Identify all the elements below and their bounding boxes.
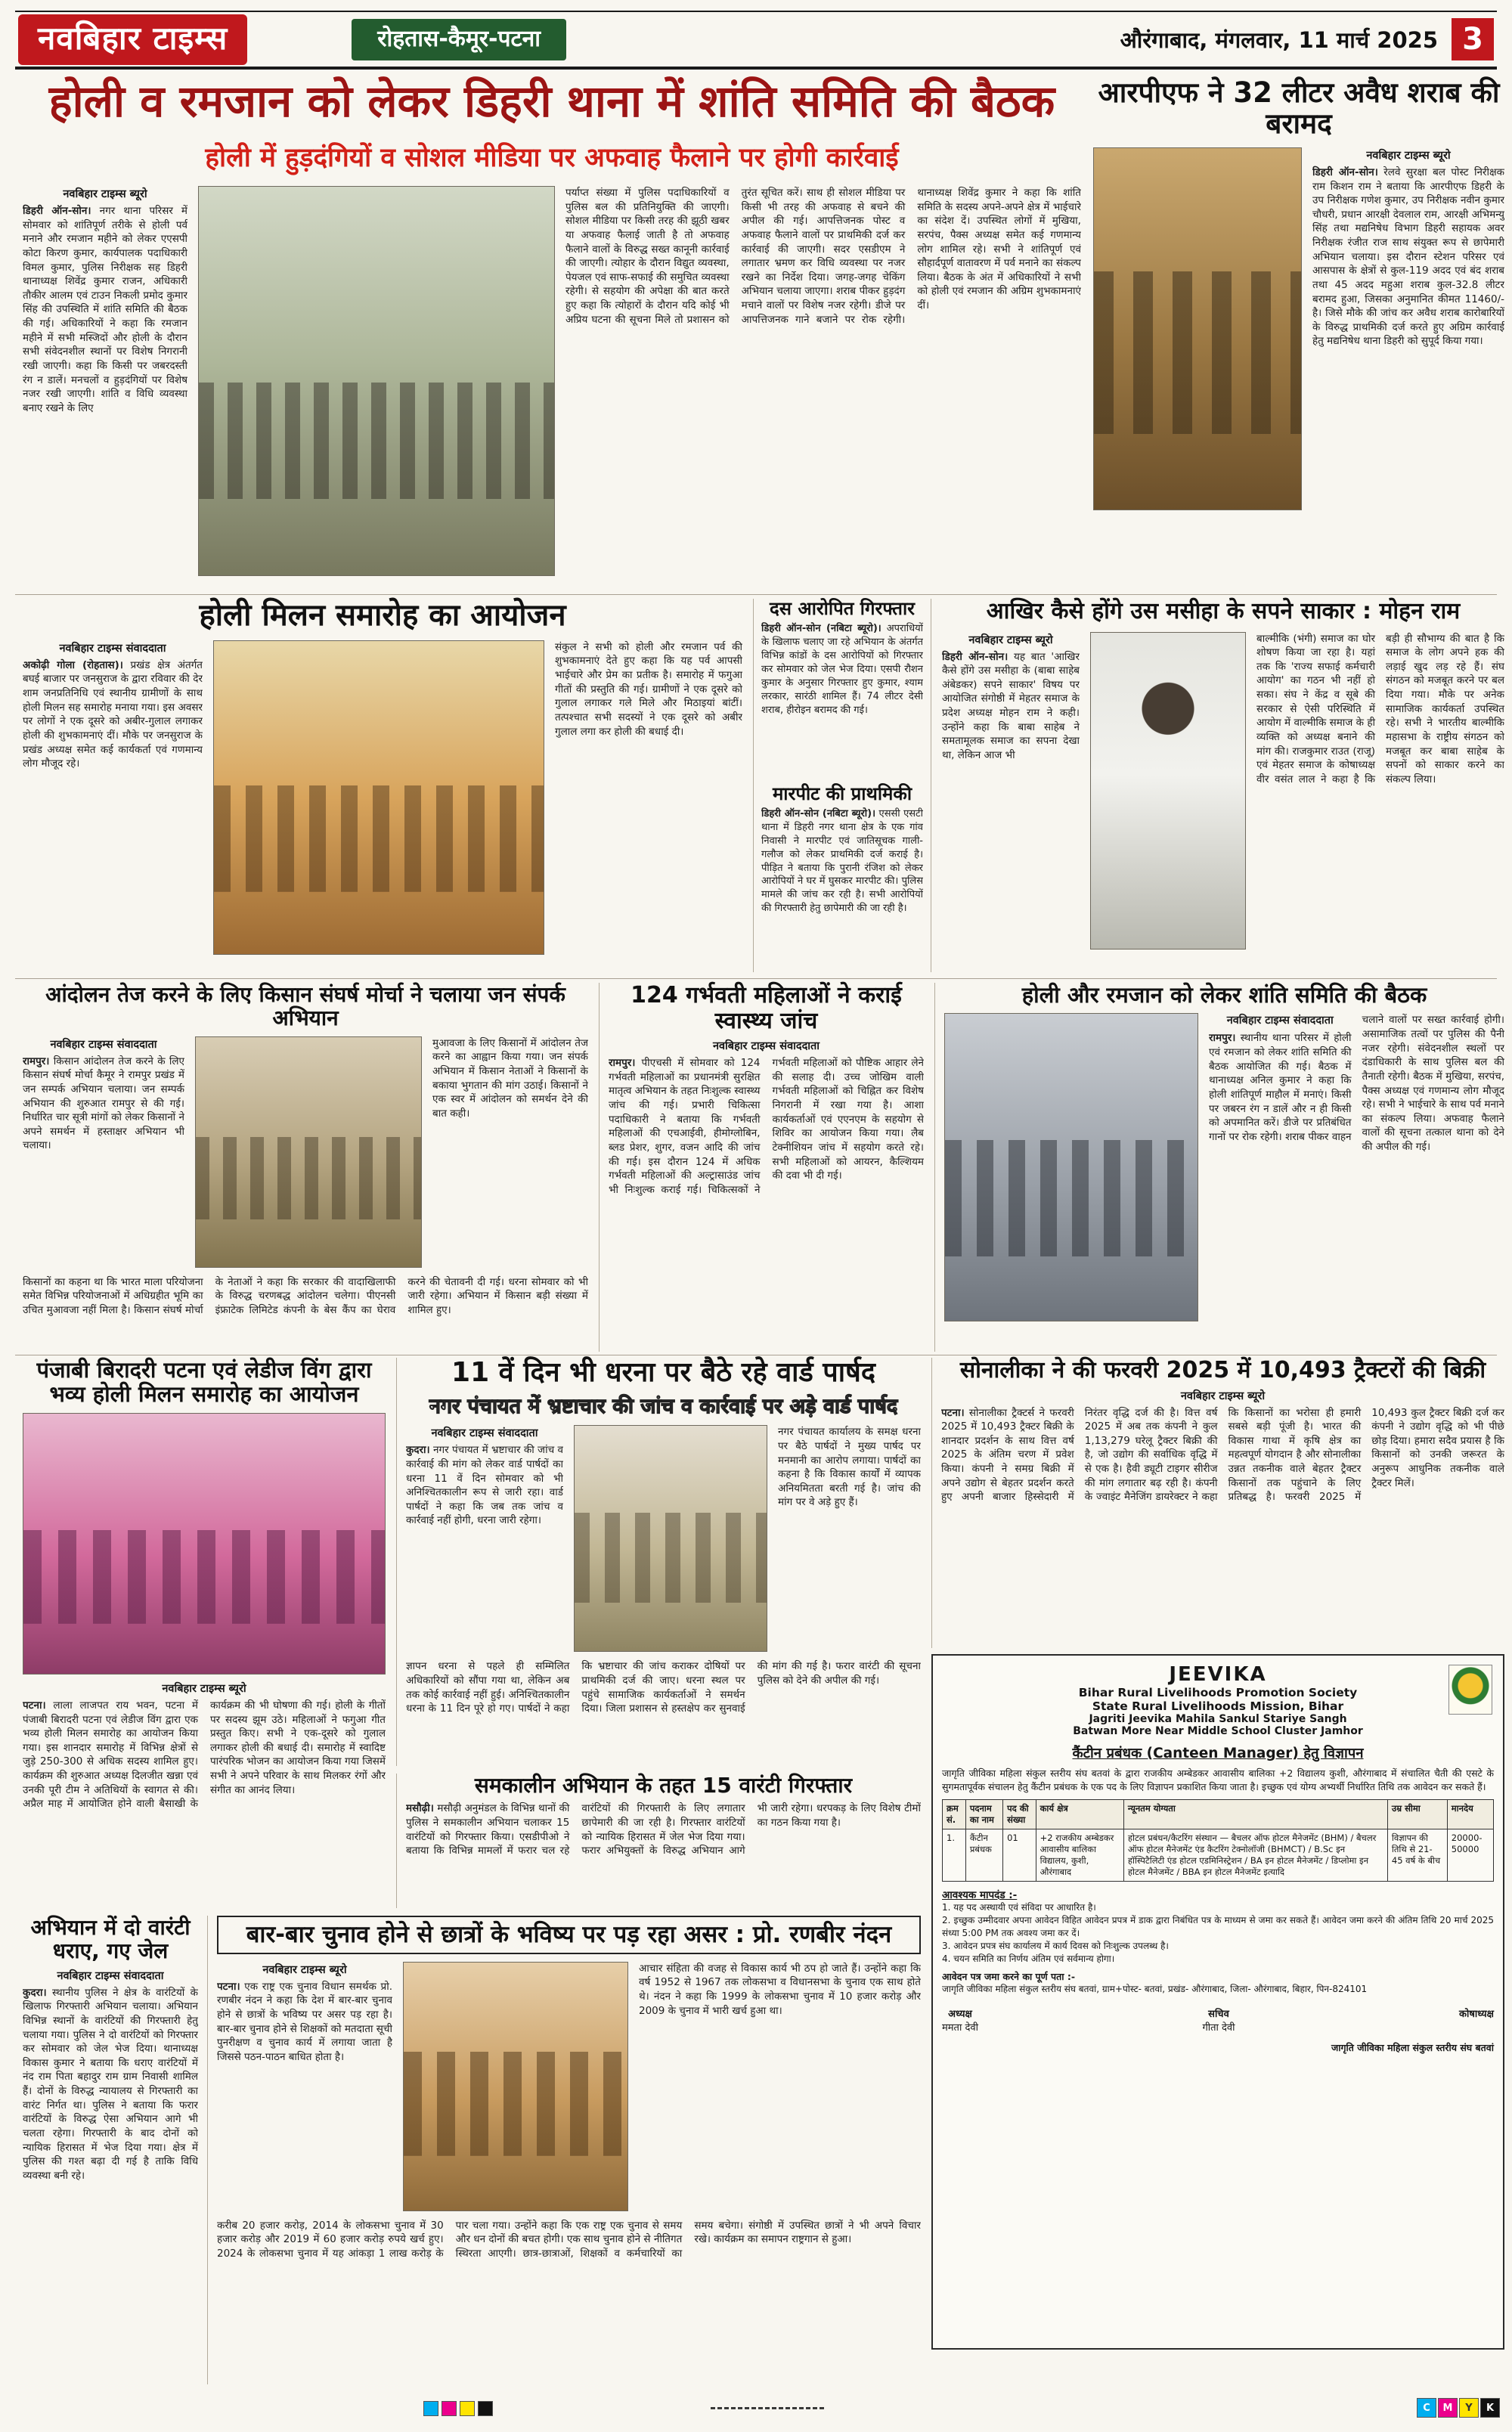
cyan-swatch-label: C (1417, 2398, 1436, 2418)
kisan-body-right: मुआवजा के लिए किसानों में आंदोलन तेज करने का आह्वान किया गया। जन संपर्क अभियान में किसान नेताओं ने किसानों के बकाया भुगतान की मांग उठाई। किसानों ने एक स्वर में आंदोलन को समर्थन देने की बात कही। (432, 1036, 588, 1120)
chunav-headline: बार-बार चुनाव होने से छात्रों के भविष्य पर पड़ रहा असर : प्रो. रणबीर नंदन (217, 1916, 921, 1954)
shanti-rampur-headline: होली और रमजान को लेकर शांति समिति की बैठक (1021, 982, 1427, 1008)
das-headline: दस आरोपित गिरफ्तार (770, 598, 915, 619)
milan-column-left (23, 640, 203, 955)
shanti-rampur-byline: नवबिहार टाइम्स संवाददाता (1226, 1015, 1334, 1027)
lead-headline: होली व रमजान को लेकर डिहरी थाना में शांति समिति की बैठक (48, 76, 1055, 127)
rpf-seizure-photo (1093, 147, 1302, 510)
kisan-body-left: रामपुर। किसान आंदोलन तेज करने के लिए किसान संघर्ष मोर्चा कैमूर ने रामपुर प्रखंड में जन सम्पर्क अभियान चलाया। जन सम्पर्क अभियान की शुरुआत रामपुर से की गई। निर्धारित चार सूत्री मांगों को लेकर किसानों ने अपने समर्थन में हस्ताक्षर अभियान भी चलाया। (23, 1055, 184, 1152)
rpf-headline: आरपीएफ ने 32 लीटर अवैध शराब की बरामद (1098, 76, 1500, 141)
sonalika-byline: नवबिहार टाइम्स ब्यूरो (1180, 1389, 1266, 1402)
kisan-body-bottom: किसानों का कहना था कि भारत माला परियोजना समेत विभिन्न परियोजनाओं में अधिग्रहीत भूमि का उचित मुआवजा नहीं मिला है। किसान संघर्ष मोर्चा के नेताओं ने कहा कि सरकार की वादाखिलाफी के विरुद्ध चरणबद्ध आंदोलन चलेगा। पीएनसी इंफ्राटेक लिमिटेड कंपनी के बेस कैंप का घेराव करने की चेतावनी दी गई। धरना सोमवार को भी जारी रहेगा। अभियान में किसान बड़ी संख्या में शामिल हुए। (23, 1275, 588, 1316)
kisan-article (23, 983, 588, 1352)
das-dateline: डिहरी ऑन-सोन (नबिटा ब्यूरो)। (761, 622, 881, 634)
col-header-count: पद की संख्या (1003, 1800, 1036, 1829)
cyan-swatch (423, 2401, 438, 2416)
milan-byline: नवबिहार टाइम्स संवाददाता (59, 642, 166, 655)
table-header-row (943, 1800, 1494, 1829)
punjabi-headline: पंजाबी बिरादरी पटना एवं लेडीज विंग द्वारा भव्य होली मिलन समारोह का आयोजन (36, 1357, 372, 1408)
sonalika-headline: सोनालीका ने की फरवरी 2025 में 10,493 ट्रैक्टरों की बिक्री (959, 1357, 1486, 1383)
masiha-dateline: डिहरी ऑन-सोन। (942, 650, 1009, 663)
lead-body-left: डिहरी ऑन-सोन। नगर थाना परिसर में सोमवार को शांतिपूर्ण तरीके से होली पर्व मनाने और रमजान महीने को लेकर एएसपी कोटा किरण कुमार, कार्यपालक पदाधिकारी विमल कुमार, पुलिस निरीक्षक सह डिहरी थानाध्यक्ष शिवेंद्र कुमार राजन, अधिकारी तौकीर आलम एवं टाउन निकली प्रमोद कुमार सिंह की उपस्थिति में शांति समिति की बैठक की गई। अधिकारियों ने कहा कि रमजान महीने में सभी मस्जिदों और होली के दौरान सभी संवेदनशील स्थानों पर विशेष निगरानी रखी जाएगी। कहा कि किसी पर जबरदस्ती रंग न डालें। मनचलों व हुड़दंगियों पर विशेष नजर रखी जाएगी। शांति व विधि व्यवस्था बनाए रखने के लिए (23, 205, 187, 414)
punjabi-byline: नवबिहार टाइम्स ब्यूरो (162, 1682, 246, 1695)
col-header-post: पदनाम का नाम (965, 1800, 1002, 1829)
maarpeet-headline: मारपीट की प्राथमिकी (772, 782, 912, 804)
rpf-byline: नवबिहार टाइम्स ब्यूरो (1366, 149, 1451, 162)
milan-dateline: अकोढ़ी गोला (रोहतास)। (23, 658, 123, 671)
garbhwati-headline: 124 गर्भवती महिलाओं ने कराई स्वास्थ्य जांच (631, 982, 902, 1034)
kisan-march-photo (195, 1036, 422, 1268)
jeevika-title: JEEVIKA (1169, 1663, 1267, 1686)
chunav-dateline: पटना। (217, 1980, 240, 1993)
dharna-headline: 11 वें दिन भी धरना पर बैठे रहे वार्ड पार्षद (451, 1357, 875, 1388)
newspaper-masthead: नवबिहार टाइम्स (18, 14, 247, 65)
registration-dash-line (711, 2407, 824, 2409)
jeevika-criteria-4: 4. चयन समिति का निर्णय अंतिम एवं सर्वमान्य होगा। (942, 1953, 1115, 1964)
signature-treasurer: कोषाध्यक्ष (1459, 2008, 1494, 2020)
chunav-seminar-photo (403, 1962, 628, 2211)
jeevika-criteria-title: आवश्यक मापदंड :- (942, 1888, 1018, 1901)
masiha-body-right: बाल्मीकि (भंगी) समाज का घोर शोषण किया जा रहा है। यहां तक कि 'राज्य सफाई कर्मचारी आयोग' का गठन भी नहीं हो सका। संघ ने केंद्र व सूबे की सरकार से ऐसी परिस्थिति में आयोग में वाल्मीकि समाज के ही व्यक्ति को अध्यक्ष बनाने की मांग की। राजकुमार राउत (राजू) एवं मेहतर समाज के कोषाध्यक्ष वीर वसंत लाल ने कहा है कि बड़ी ही सौभाग्य की बात है कि समाज के लोग अपने हक की लड़ाई खुद लड़ रहे हैं। संघ संगठन को मजबूत करने पर बल दिया गया। मौके पर अनेक सामाजिक कार्यकर्ता उपस्थित रहे। सभी ने भारतीय बाल्मीकि महासभा के राष्ट्रीय संगठन को मजबूत कर बाबा साहेब के सपनों को साकार करने का संकल्प लिया। (1256, 632, 1504, 785)
page-number: 3 (1452, 18, 1494, 60)
masiha-byline: नवबिहार टाइम्स ब्यूरो (968, 634, 1053, 646)
milan-headline: होली मिलन समारोह का आयोजन (199, 598, 566, 633)
chunav-article (207, 1916, 921, 2384)
sonalika-body: पटना। सोनालीका ट्रैक्टर्स ने फरवरी 2025 में 10,493 ट्रैक्टर बिक्री के शानदार प्रदर्शन के साथ वित्त वर्ष 2025 के अंतिम चरण में प्रवेश किया। कंपनी ने समग्र बिक्री में अपने उद्योग से बेहतर प्रदर्शन करते हुए अपनी बाजार हिस्सेदारी में निरंतर वृद्धि दर्ज की है। वित्त वर्ष 2025 में अब तक कंपनी ने कुल 1,13,279 घरेलू ट्रैक्टर बिक्री की है, जो उद्योग की सर्वाधिक वृद्धि में से एक है। हैवी ड्यूटी टाइगर सीरीज की मांग लगातार बढ़ रही है। कंपनी के ज्वाइंट मैनेजिंग डायरेक्टर ने कहा कि किसानों का भरोसा ही हमारी सबसे बड़ी पूंजी है। भारत की विकास गाथा में कृषि क्षेत्र का महत्वपूर्ण योगदान है और सोनालीका उन्नत तकनीक वाले बेहतर ट्रैक्टर किसानों तक पहुंचाने के लिए प्रतिबद्ध है। फरवरी 2025 में 10,493 कुल ट्रैक्टर बिक्री दर्ज कर कंपनी ने उद्योग वृद्धि को भी पीछे छोड़ दिया। हमारा सदैव प्रयास है कि किसानों को उनकी जरूरत के अनुरूप आधुनिक तकनीक वाले ट्रैक्टर मिलें। (941, 1406, 1504, 1504)
das-body: डिहरी ऑन-सोन (नबिटा ब्यूरो)। अपराधियों के खिलाफ चलाए जा रहे अभियान के अंतर्गत विभिन्न कांडों के दस आरोपियों को गिरफ्तार कर सोमवार को जेल भेज दिया। एसपी रौशन कुमार के अनुसार गिरफ्तार हुए कुमार, श्याम लरकार, सारंठी शामिल हैं। 74 लीटर देसी शराब, हीरोइन बरामद की गई। (761, 622, 923, 716)
chunav-column-left (217, 1962, 392, 2211)
garbhwati-article (599, 983, 924, 1352)
garbhwati-dateline: रामपुर। (609, 1057, 636, 1070)
jeevika-society: Bihar Rural Livelihoods Promotion Society (1078, 1686, 1358, 1699)
milan-body-right: संकुल ने सभी को होली और रमजान पर्व की शुभकामनाएं देते हुए कहा कि यह पर्व आपसी भाईचारे और प्रेम का प्रतीक है। समारोह में फगुआ गीतों की प्रस्तुति की गई। ग्रामीणों ने एक दूसरे को गुलाल लगाकर गले मिले और मिठाइयां बांटीं। तत्पश्चात सभी सदस्यों ने एक दूसरे को अबीर गुलाल लगा कर होली की बधाई दी। (555, 640, 742, 738)
lead-subhead: होली में हुड़दंगियों व सोशल मीडिया पर अफवाह फैलाने पर होगी कार्रवाई (205, 143, 899, 173)
dharna-body-right: नगर पंचायत कार्यालय के समक्ष धरना पर बैठे पार्षदों ने मुख्य पार्षद पर मनमानी का आरोप लगाया। पार्षदों का कहना है कि विकास कार्यों में व्यापक अनियमितता बरती गई है। जांच की मांग पर वे अड़े हुए हैं। (778, 1426, 921, 1509)
rpf-body: डिहरी ऑन-सोन। रेलवे सुरक्षा बल पोस्ट निरीक्षक राम किशन राम ने बताया कि आरपीएफ डिहरी के उप निरीक्षक गणेश कुमार, उप निरीक्षक नवीन कुमार चौधरी, प्रधान आरक्षी देवलाल राम, आरक्षी अभिमन्यु सिंह तथा मद्यनिषेध विभाग डिहरी सहायक अवर निरीक्षक रंजीत राज साथ संयुक्त रूप से छापेमारी अभियान चलाया। इस दौरान स्टेशन परिसर एवं आसपास के क्षेत्रों से कुल-119 अदद एवं बंद शराब तथा 45 अदद महुआ शराब कुल-32.8 लीटर बरामद हुआ, जिसका अनुमानित कीमत 11460/- है। जिसे मौके की जांच कर अवैध शराब कारोबारियों के विरुद्ध प्राथमिकी दर्ज करते हुए अग्रिम कार्रवाई हेतु मद्यनिषेध थाना डिहरी को सुपूर्द किया गया। (1312, 166, 1504, 348)
black-swatch-label: K (1480, 2398, 1500, 2418)
jeevika-intro: जागृति जीविका महिला संकुल स्तरीय संघ बतवां के द्वारा राजकीय अम्बेडकर आवासीय बालिका +2 विद्यालय कुशी, औरंगाबाद में संचालित चैती की एसटे के सुगमतापूर्वक संचालन हेतु कैंटीन प्रबंधक के एक पद के लिए विज्ञापन प्रकाशित किया जाता है। इच्छुक एवं योग्य अभ्यर्थी निर्धारित तिथि तक आवेदन कर सकते हैं। (942, 1767, 1494, 1792)
jeevika-org-footer: जागृति जीविका महिला संकुल स्तरीय संघ बतवां (1331, 2041, 1494, 2053)
jeevika-signatures (942, 2006, 1494, 2034)
jeevika-logo (1448, 1665, 1492, 1715)
masiha-article (942, 599, 1504, 972)
jeevika-ad-heading: कैंटीन प्रबंधक (Canteen Manager) हेतु विज्ञापन (1072, 1746, 1364, 1761)
jeevika-vacancy-table (942, 1799, 1494, 1882)
kisan-column-left (23, 1036, 184, 1268)
shanti-rampur-dateline: रामपुर। (1209, 1032, 1236, 1045)
section-rule (15, 978, 1497, 979)
punjabi-dateline: पटना। (23, 1699, 46, 1712)
jeevika-mission: State Rural Livelihoods Mission, Bihar (1092, 1699, 1344, 1713)
briefs-column (753, 599, 931, 972)
milan-event-photo (213, 640, 544, 955)
magenta-swatch (442, 2401, 457, 2416)
dharna-body-bottom: ज्ञापन धरना से पहले ही सम्मिलित अधिकारियों को सौंपा गया था, लेकिन अब तक कोई कार्रवाई नहीं हुई। अनिश्चितकालीन धरना के 11 दिन पूरे हो गए। पार्षदों ने कहा कि भ्रष्टाचार की जांच कराकर दोषियों पर प्राथमिकी दर्ज की जाए। धरना स्थल पर पहुंचे सामाजिक कार्यकर्ताओं ने समर्थन दिया। जिला प्रशासन से हस्तक्षेप कर सुनवाई की मांग की गई है। फरार वारंटी की सूचना पुलिस को देने की अपील की गई। (406, 1660, 921, 1715)
date-line: औरंगाबाद, मंगलवार, 11 मार्च 2025 (1120, 26, 1438, 53)
warranty-body: कुदरा। स्थानीय पुलिस ने क्षेत्र के वारंटियों के खिलाफ गिरफ्तारी अभियान चलाया। अभियान विभिन्न स्थानों के वारंटियों की गिरफ्तारी हेतु चलाया गया। पुलिस ने दो वारंटियों को गिरफ्तार कर सोमवार को जेल भेज दिया। थानाध्यक्ष विकास कुमार ने बताया कि धराए वारंटियों में नंद राम पिता बहादुर राम ग्राम निवासी शामिल हैं। दोनों के विरुद्ध न्यायालय से गिरफ्तारी का वारंट निर्गत था। पुलिस ने बताया कि फरार वारंटियों के विरुद्ध ऐसा अभियान आगे भी चलता रहेगा। गिरफ्तारी के बाद दोनों को न्यायिक हिरासत में भेज दिया गया। क्षेत्र में पुलिस की गश्त बढ़ा दी गई है ताकि विधि व्यवस्था बनी रहे। (23, 1986, 198, 2182)
shanti-rampur-body: नवबिहार टाइम्स संवाददाता रामपुर। स्थानीय थाना परिसर में होली एवं रमजान को लेकर शांति समिति की बैठक आयोजित की गई। बैठक में थानाध्यक्ष अनिल कुमार ने कहा कि होली शांतिपूर्ण माहौल में मनाएं। किसी पर जबरन रंग न डालें और न ही किसी को अपमानित करें। डीजे पर प्रतिबंधित गानों पर रोक रहेगी। शराब पीकर वाहन चलाने वालों पर सख्त कार्रवाई होगी। असामाजिक तत्वों पर पुलिस की पैनी नजर रहेगी। संवेदनशील स्थलों पर दंडाधिकारी के साथ पुलिस बल की तैनाती रहेगी। बैठक में मुखिया, सरपंच, पैक्स अध्यक्ष एवं गणमान्य लोग मौजूद रहे। सभी ने भाईचारे के साथ पर्व मनाने का संकल्प लिया। अफवाह फैलाने वालों की सूचना तत्काल थाना को देने की अपील की गई। (1209, 1014, 1504, 1154)
maarpeet-dateline: डिहरी ऑन-सोन (नबिटा ब्यूरो)। (761, 807, 876, 819)
cell-pay: 20000-50000 (1447, 1829, 1493, 1881)
lead-article (23, 186, 1081, 590)
magenta-swatch-label: M (1438, 2398, 1458, 2418)
col-header-age: उम्र सीमा (1387, 1800, 1447, 1829)
col-header-qualification: न्यूनतम योग्यता (1123, 1800, 1387, 1829)
warranty-headline: अभियान में दो वारंटी धराए, गए जेल (30, 1915, 191, 1964)
samkalin-article (396, 1774, 921, 1908)
lead-column-left (23, 186, 187, 590)
cmyk-swatch-group-right (1417, 2398, 1500, 2418)
kisan-headline: आंदोलन तेज करने के लिए किसान संघर्ष मोर्चा ने चलाया जन संपर्क अभियान (45, 982, 565, 1031)
cell-post: कैंटीन प्रबंधक (965, 1829, 1002, 1881)
punjabi-holi-stage-photo (23, 1413, 386, 1675)
dharna-article (396, 1358, 921, 1766)
jeevika-criteria-2: 2. इच्छुक उम्मीदवार अपना आवेदन विहित आवेदन प्रपत्र में डाक द्वारा निबंधित पत्र के माध्यम से जमा कर सकते हैं। आवेदन जमा करने की अंतिम तिथि 20 मार्च 2025 संध्या 5:00 PM तक अवश्य जमा कर दें। (942, 1914, 1494, 1938)
rpf-article (1093, 77, 1504, 591)
jeevika-advertisement (931, 1654, 1504, 2350)
cell-age: विज्ञापन की तिथि से 21-45 वर्ष के बीच (1387, 1829, 1447, 1881)
signature-president: अध्यक्ष ममता देवी (942, 2008, 978, 2034)
milan-body-left: अकोढ़ी गोला (रोहतास)। प्रखंड क्षेत्र अंतर्गत बघई बाजार पर जनसुराज के द्वारा रविवार की देर शाम जनप्रतिनिधि एवं स्थानीय ग्रामीणों के साथ होली मिलन सह समारोह मनाया गया। इस अवसर पर लोगों ने एक दूसरे को अबीर-गुलाल लगाकर होली की शुभकामनाएं दीं। मौके पर जनसुराज के प्रखंड अध्यक्ष समेत कई कार्यकर्ता एवं गणमान्य लोग मौजूद रहे। (23, 658, 203, 770)
registration-marks (0, 2395, 1512, 2425)
sonalika-article (931, 1358, 1504, 1648)
jeevika-address-line: Batwan More Near Middle School Cluster Jamhor (1073, 1725, 1363, 1737)
dharna-byline: नवबिहार टाइम्स संवाददाता (431, 1427, 538, 1440)
garbhwati-byline: नवबिहार टाइम्स संवाददाता (712, 1040, 820, 1053)
chunav-body-bottom: करीब 20 हजार करोड़, 2014 के लोकसभा चुनाव में 30 हजार करोड़ और 2019 में 60 हजार करोड़ रुपये खर्च हुए। 2024 के लोकसभा चुनाव में यह आंकड़ा 1 लाख करोड़ के पार चला गया। उन्होंने कहा कि एक राष्ट्र एक चुनाव से समय और धन दोनों की बचत होगी। एक साथ चुनाव होने से नीतिगत स्थिरता आएगी। छात्र-छात्राओं, शिक्षकों व कर्मचारियों का समय बचेगा। संगोष्ठी में उपस्थित छात्रों ने भी अपने विचार रखे। कार्यक्रम का समापन राष्ट्रगान से हुआ। (217, 2219, 921, 2260)
table-row (943, 1829, 1494, 1881)
warranty-article (23, 1916, 198, 2384)
col-header-area: कार्य क्षेत्र (1036, 1800, 1123, 1829)
garbhwati-body: रामपुर। पीएचसी में सोमवार को 124 गर्भवती महिलाओं का प्रधानमंत्री सुरक्षित मातृत्व अभियान के तहत निःशुल्क स्वास्थ्य जांच की गई। प्रभारी चिकित्सा पदाधिकारी ने बताया कि गर्भवती महिलाओं की एचआईवी, हीमोग्लोबिन, ब्लड प्रेशर, शुगर, वजन आदि की जांच की गई। इस दौरान 124 में अधिक गर्भवती महिलाओं की अल्ट्रासाउंड जांच भी निःशुल्क कराई गई। चिकित्सकों ने गर्भवती महिलाओं को पौष्टिक आहार लेने की सलाह दी। उच्च जोखिम वाली गर्भवती महिलाओं को चिह्नित कर विशेष निगरानी में रखा गया है। आशा कार्यकर्ताओं एवं एएनएम के सहयोग से शिविर का आयोजन किया गया। लैब टेक्नीशियन जांच में सहयोग करते रहे। सभी महिलाओं को आयरन, कैल्शियम की दवा भी दी गई। (609, 1057, 924, 1196)
cmyk-swatch-group-left (423, 2401, 493, 2416)
masiha-body-left: डिहरी ऑन-सोन। यह बात 'आखिर कैसे होंगे उस मसीहा के (बाबा साहेब अंबेडकर) सपने साकार' विषय पर आयोजित संगोष्ठी में मेहतर समाज के प्रदेश अध्यक्ष मोहन राम ने कही। उन्होंने कहा कि बाबा साहेब ने समतामूलक समाज का सपना देखा था, लेकिन आज भी (942, 650, 1080, 761)
warranty-byline: नवबिहार टाइम्स संवाददाता (57, 1969, 164, 1982)
masiha-headline: आखिर कैसे होंगे उस मसीहा के सपने साकार : मोहन राम (986, 598, 1461, 624)
dharna-subhead: नगर पंचायत में भ्रष्टाचार की जांच व कार्रवाई पर अड़े वार्ड पार्षद (429, 1395, 898, 1419)
yellow-swatch (460, 2401, 475, 2416)
sonalika-dateline: पटना। (941, 1406, 965, 1419)
shanti-rampur-meeting-photo (944, 1013, 1198, 1321)
shanti-rampur-article (934, 983, 1504, 1352)
chunav-body-right: आचार संहिता की वजह से विकास कार्य भी ठप हो जाते हैं। उन्होंने कहा कि वर्ष 1952 से 1967 तक लोकसभा व विधानसभा के चुनाव एक साथ होते थे। नंदन ने कहा कि 1999 के लोकसभा चुनाव में 10 हजार करोड़ और 2009 के चुनाव में भारी खर्च हुआ था। (639, 1962, 921, 2017)
warranty-dateline: कुदरा। (23, 1986, 47, 1999)
edition-name: रोहतास-कैमूर-पटना (352, 19, 566, 60)
kisan-dateline: रामपुर। (23, 1055, 50, 1067)
cell-serial: 1. (943, 1829, 966, 1881)
lead-dateline: डिहरी ऑन-सोन। (23, 205, 91, 217)
chunav-body-left: पटना। एक राष्ट्र एक चुनाव विधान समर्थक प्रो. रणबीर नंदन ने कहा कि देश में बार-बार चुनाव होने से छात्रों के भविष्य पर असर पड़ रहा है। बार-बार चुनाव होने से शिक्षकों को मतदाता सूची पुनरीक्षण व चुनाव कार्य में लगाया जाता है जिससे पठन-पाठन बाधित होता है। (217, 1980, 392, 2063)
chunav-byline: नवबिहार टाइम्स ब्यूरो (262, 1963, 347, 1976)
samkalin-dateline: मसौढ़ी। (406, 1802, 434, 1815)
dharna-body-left: कुदरा। नगर पंचायत में भ्रष्टाचार की जांच व कार्रवाई की मांग को लेकर वार्ड पार्षदों का धरना 11 वें दिन सोमवार को भी अनिश्चितकालीन रूप से जारी रहा। वार्ड पार्षदों ने कहा कि जब तक जांच व कार्रवाई नहीं होगी, धरना जारी रहेगा। (406, 1444, 563, 1527)
dharna-column-left (406, 1425, 563, 1652)
rpf-dateline: डिहरी ऑन-सोन। (1312, 166, 1378, 178)
punjabi-body: पटना। लाला लाजपत राय भवन, पटना में पंजाबी बिरादरी पटना एवं लेडीज विंग द्वारा एक भव्य होली मिलन समारोह का आयोजन किया गया। इस शानदार समारोह में विभिन्न क्षेत्रों से जुड़े 250-300 से अधिक सदस्य शामिल हुए। कार्यक्रम की शुरुआत अध्यक्ष दिलजीत खन्ना एवं उनकी पूरी टीम ने अतिथियों के स्वागत से की। अप्रैल माह में आयोजित होने वाली बैसाखी के कार्यक्रम की भी घोषणा की गई। होली के गीतों पर सदस्य झूम उठे। महिलाओं ने फगुआ गीत प्रस्तुत किए। सभी ने एक-दूसरे को गुलाल लगाकर होली की बधाई दी। समारोह में स्वादिष्ट पारंपरिक भोजन का आयोजन किया गया जिसमें सभी ने अपने परिवार के साथ मिलकर रंगों और संगीत का आनंद लिया। (23, 1699, 386, 1811)
milan-article (23, 599, 742, 972)
cell-count: 01 (1003, 1829, 1036, 1881)
cell-qualification: होटल प्रबंधन/कैटरिंग संस्थान — बैचलर ऑफ होटल मैनेजमेंट (BHM) / बैचलर ऑफ होटल मैनेजमेंट एंड कैटरिंग टेक्नोलॉजी (BHMCT) / B.Sc इन हॉस्पिटैलिटी एंड होटल एडमिनिस्ट्रेशन / BA इन होटल मैनेजमेंट / डिप्लोमा इन होटल मैनेजमेंट / BBA इन होटल मैनेजमेंट इत्यादि (1123, 1829, 1387, 1881)
jeevika-sankul: Jagriti Jeevika Mahila Sankul Stariye Sangh (1089, 1713, 1347, 1725)
cell-area: +2 राजकीय अम्बेडकर आवासीय बालिका विद्यालय, कुशी, औरंगाबाद (1036, 1829, 1123, 1881)
samkalin-body: मसौढ़ी। मसौढ़ी अनुमंडल के विभिन्न थानों की पुलिस ने समकालीन अभियान चलाकर 15 वारंटियों को गिरफ्तार किया। एसडीपीओ ने बताया कि विभिन्न मामलों में फरार चल रहे वारंटियों की गिरफ्तारी के लिए लगातार छापेमारी की जा रही है। गिरफ्तार वारंटियों को न्यायिक हिरासत में जेल भेज दिया गया। फरार अभियुक्तों के विरुद्ध अभियान आगे भी जारी रहेगा। धरपकड़ के लिए विशेष टीमों का गठन किया गया है। (406, 1802, 921, 1857)
dharna-sit-in-photo (574, 1425, 767, 1652)
kisan-byline: नवबिहार टाइम्स संवाददाता (50, 1038, 157, 1051)
punjabi-article (23, 1358, 386, 1907)
jeevika-criteria-3: 3. आवेदन प्रपत्र संघ कार्यालय में कार्य दिवस को निःशुल्क उपलब्ध है। (942, 1940, 1169, 1951)
jeevika-submit-label: आवेदन पत्र जमा करने का पूर्ण पता :- (942, 1970, 1076, 1982)
jeevika-criteria-1: 1. यह पद अस्थायी एवं संविदा पर आधारित है। (942, 1901, 1096, 1913)
shanti-baithak-photo (198, 186, 555, 576)
mohan-ram-portrait-photo (1090, 632, 1246, 950)
section-rule (15, 594, 1497, 595)
lead-byline: नवबिहार टाइम्स ब्यूरो (63, 188, 147, 200)
masthead-bar (15, 11, 1497, 70)
signature-secretary: सचिव गीता देवी (1202, 2008, 1235, 2034)
jeevika-submit-address: जागृति जीविका महिला संकुल स्तरीय संघ बतवां, ग्राम+पोस्ट- बतवां, प्रखंड- औरंगाबाद, जिला- औरंगाबाद, बिहार, पिन-824101 (942, 1983, 1368, 1994)
yellow-swatch-label: Y (1459, 2398, 1479, 2418)
black-swatch (478, 2401, 493, 2416)
dharna-dateline: कुदरा। (406, 1444, 430, 1457)
maarpeet-body: डिहरी ऑन-सोन (नबिटा ब्यूरो)। एससी एसटी थाना में डिहरी नगर थाना क्षेत्र के एक गांव निवासी ने मारपीट एवं जातिसूचक गाली-गलौज को लेकर प्राथमिकी दर्ज कराई है। पीड़ित ने बताया कि पुरानी रंजिश को लेकर आरोपियों ने घर में घुसकर मारपीट की। पुलिस मामले की जांच कर रही है। सभी आरोपियों की गिरफ्तारी हेतु छापेमारी की जा रही है। (761, 807, 923, 915)
col-header-serial: क्रम सं. (943, 1800, 966, 1829)
lead-body-right: पर्याप्त संख्या में पुलिस पदाधिकारियों व पुलिस बल की प्रतिनियुक्ति की जाएगी। सोशल मीडिया पर किसी तरह की झूठी खबर या अफवाह फैलाई जाती है तो अफवाह फैलाने वालों के विरुद्ध सख्त कानूनी कार्रवाई की जाएगी। त्योहार के दौरान विद्युत व्यवस्था, पेयजल एवं साफ-सफाई की समुचित व्यवस्था रहेगी। से सहयोग की अपेक्षा की बात करते हुए कहा कि त्योहारों के दौरान यदि कोई भी अप्रिय घटना की सूचना मिले तो प्रशासन को तुरंत सूचित करें। साथ ही सोशल मीडिया पर किसी भी तरह की अफवाह से बचने की अपील की गई। आपत्तिजनक पोस्ट व अफवाह फैलाने वालों पर प्राथमिकी दर्ज कर कार्रवाई की जाएगी। सदर एसडीएम ने लगातार भ्रमण कर विधि व्यवस्था पर नजर रखने का निर्देश दिया। जगह-जगह चेकिंग अभियान चलाया जाएगा। शराब पीकर हुड़दंग मचाने वालों पर विशेष नजर रहेगी। डीजे पर आपत्तिजनक गाने बजाने पर रोक रहेगी। थानाध्यक्ष शिवेंद्र कुमार ने कहा कि शांति समिति के सदस्य अपने-अपने क्षेत्र में भाईचारे का संदेश दें। उपस्थित लोगों में मुखिया, सरपंच, पैक्स अध्यक्ष समेत कई गणमान्य लोग शामिल रहे। सभी ने शांतिपूर्ण एवं सौहार्दपूर्ण वातावरण में पर्व मनाने का संकल्प लिया। बैठक के अंत में अधिकारियों ने सभी को होली एवं रमजान की अग्रिम शुभकामनाएं दीं। (565, 187, 1081, 326)
masiha-column-left (942, 632, 1080, 950)
col-header-pay: मानदेय (1447, 1800, 1493, 1829)
samkalin-headline: समकालीन अभियान के तहत 15 वारंटी गिरफ्तार (474, 1773, 853, 1798)
